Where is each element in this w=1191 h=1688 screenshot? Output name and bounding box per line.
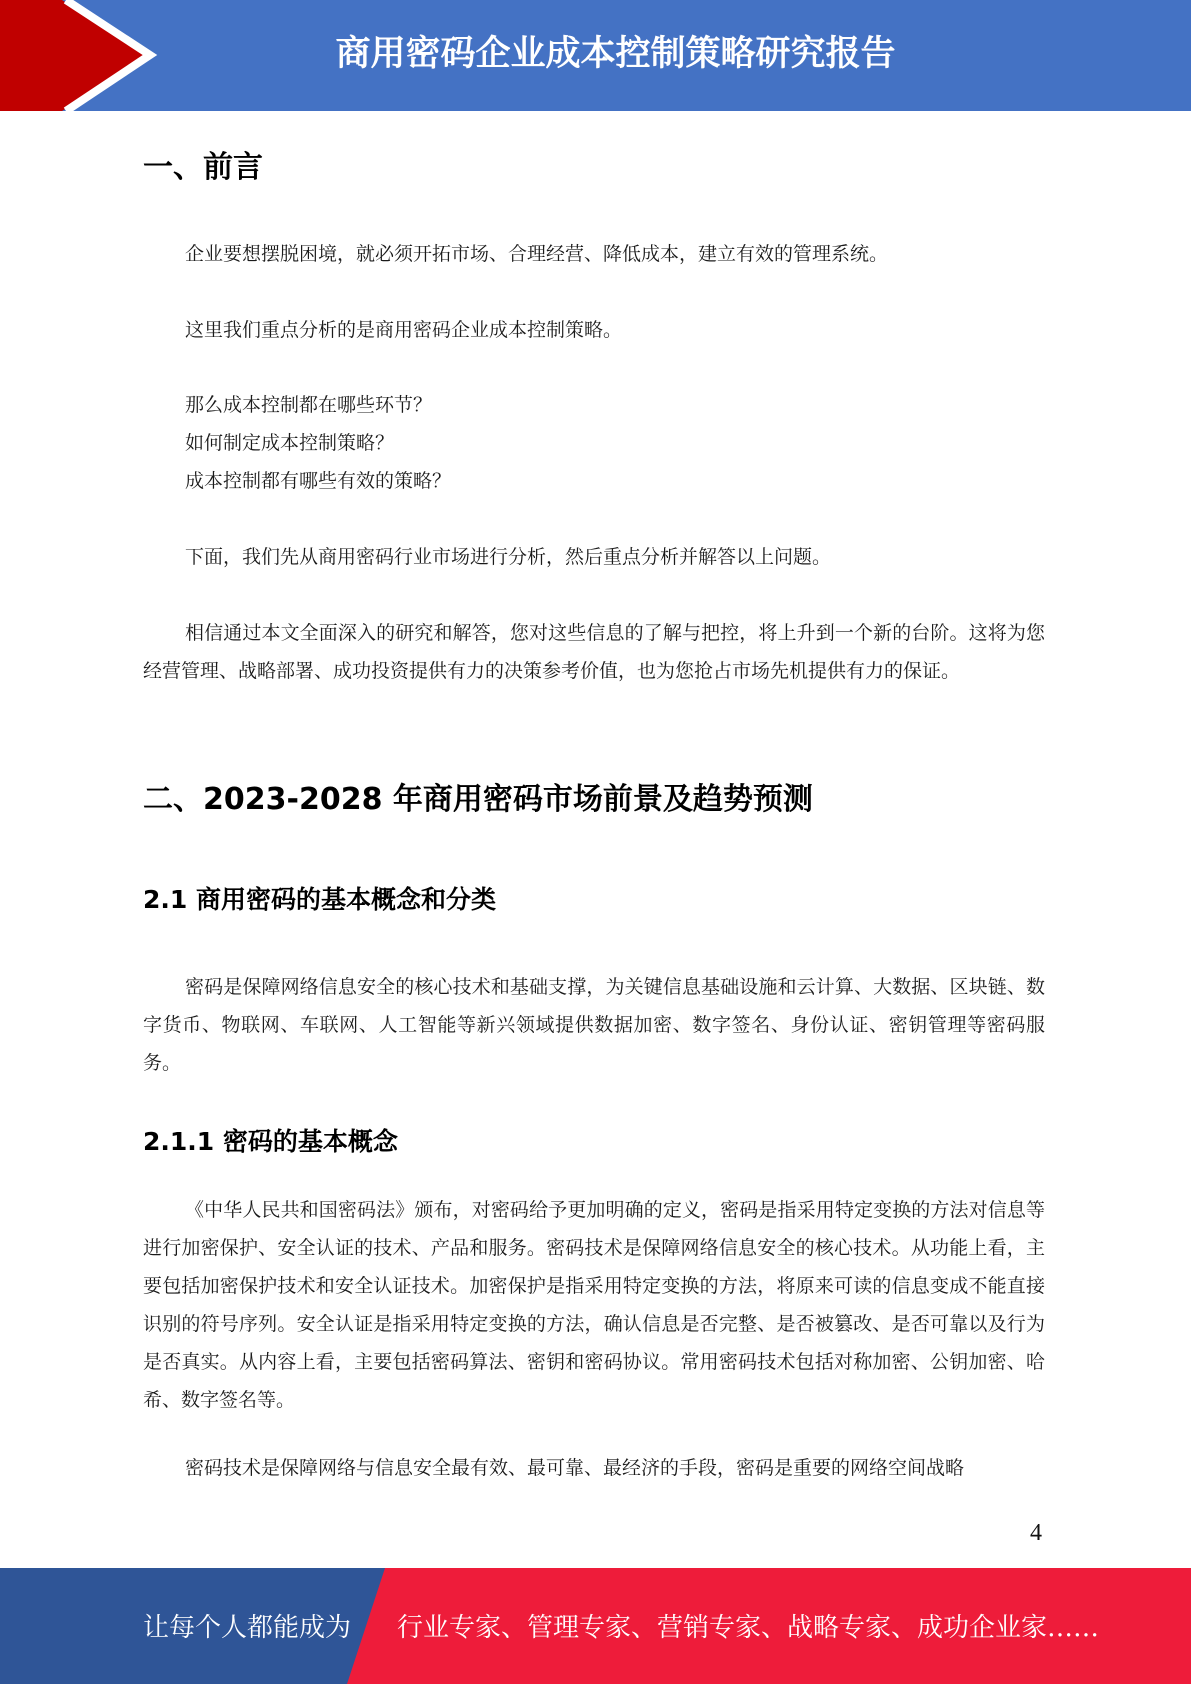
page-header bbox=[0, 0, 1191, 111]
section-heading-preface: 一、前言 bbox=[143, 150, 263, 185]
subsection-heading: 2.1.1 密码的基本概念 bbox=[143, 1127, 398, 1156]
question-line: 如何制定成本控制策略？ bbox=[185, 432, 395, 454]
paragraph: 下面，我们先从商用密码行业市场进行分析，然后重点分析并解答以上问题。 bbox=[185, 546, 832, 568]
paragraph: 这里我们重点分析的是商用密码企业成本控制策略。 bbox=[185, 319, 623, 341]
question-line: 成本控制都有哪些有效的策略？ bbox=[185, 470, 452, 492]
paragraph: 密码是保障网络信息安全的核心技术和基础支撑，为关键信息基础设施和云计算、大数据、区块链、数字货币、物联网、车联网、人工智能等新兴领域提供数据加密、数字签名、身份认证、密钥管理等密码服务。 bbox=[143, 976, 1045, 1074]
paragraph: 相信通过本文全面深入的研究和解答，您对这些信息的了解与把控，将上升到一个新的台阶。这将为您经营管理、战略部署、成功投资提供有力的决策参考价值，也为您抢占市场先机提供有力的保证。 bbox=[143, 622, 1045, 682]
footer-slogan-left: 让每个人都能成为 bbox=[143, 1613, 352, 1643]
footer-slogan-right: 行业专家、管理专家、营销专家、战略专家、成功企业家…… bbox=[397, 1613, 1100, 1643]
page-footer bbox=[0, 1568, 1191, 1684]
paragraph: 密码技术是保障网络与信息安全最有效、最可靠、最经济的手段，密码是重要的网络空间战略 bbox=[185, 1457, 965, 1479]
subsection-heading: 2.1 商用密码的基本概念和分类 bbox=[143, 885, 496, 914]
report-title: 商用密码企业成本控制策略研究报告 bbox=[335, 34, 896, 74]
page-number: 4 bbox=[1030, 1520, 1042, 1546]
paragraph: 《中华人民共和国密码法》颁布，对密码给予更加明确的定义，密码是指采用特定变换的方法对信息等进行加密保护、安全认证的技术、产品和服务。密码技术是保障网络信息安全的核心技术。从功能上看，主要包括加密保护技术和安全认证技术。加密保护是指采用特定变换的方法，将原来可读的信息变成不能直接识别的符号序列。安全认证是指采用特定变换的方法，确认信息是否完整、是否被篡改、是否可靠以及行为是否真实。从内容上看，主要包括密码算法、密钥和密码协议。常用密码技术包括对称加密、公钥加密、哈希、数字签名等。 bbox=[143, 1199, 1045, 1411]
section-heading-market-forecast: 二、2023-2028 年商用密码市场前景及趋势预测 bbox=[143, 782, 813, 817]
question-line: 那么成本控制都在哪些环节？ bbox=[185, 394, 433, 416]
paragraph: 企业要想摆脱困境，就必须开拓市场、合理经营、降低成本，建立有效的管理系统。 bbox=[185, 243, 889, 265]
